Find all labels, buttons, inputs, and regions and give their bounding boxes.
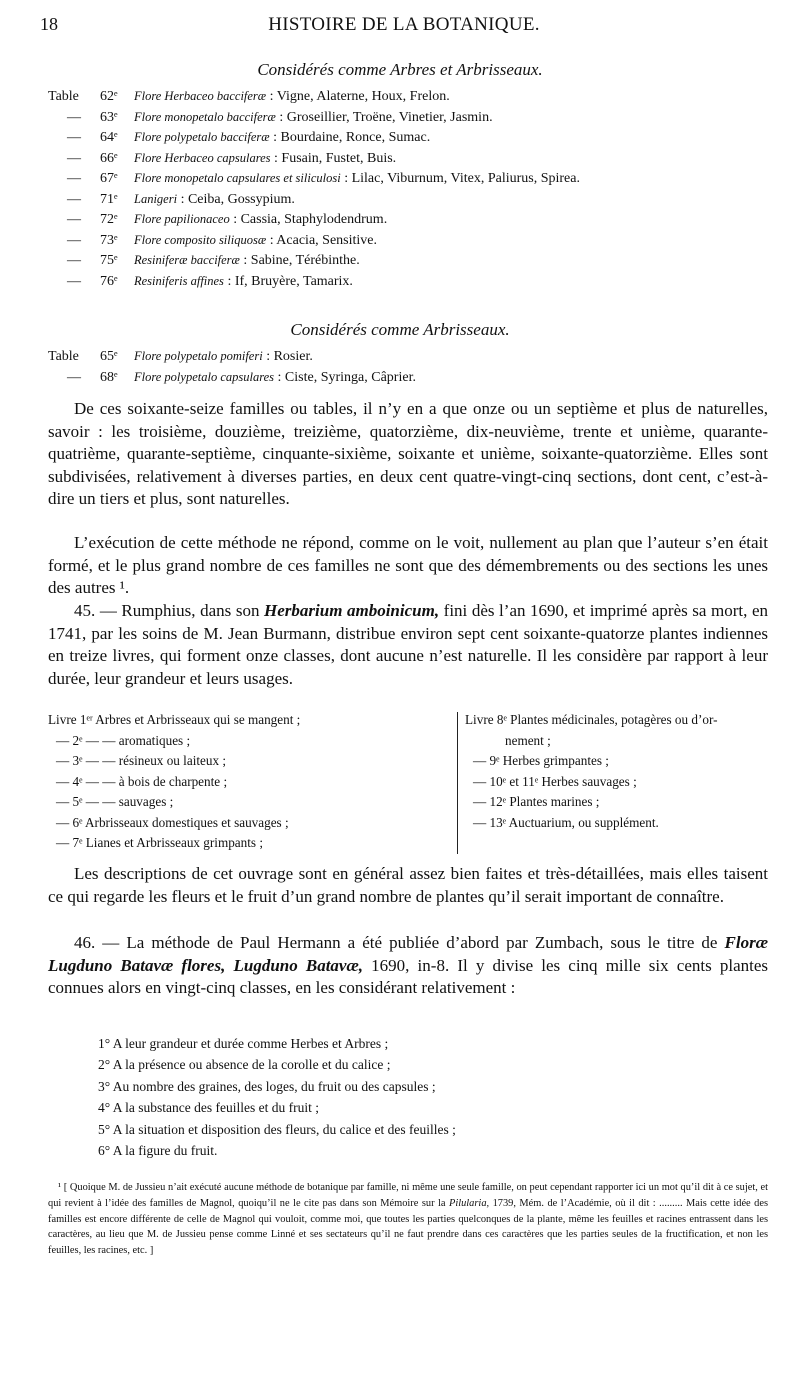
entry-number: 68ᵉ [100,369,118,385]
table-entry [48,107,788,128]
entry-desc: : Sabine, Térébinthe. [239,253,360,268]
table-entry [48,367,788,388]
books-right-column [465,710,765,833]
entry-key: Flore papilionaceo [134,212,230,226]
rumphius-work-title: Herbarium amboinicum, [264,601,440,620]
paragraph-execution: L’exécution de cette méthode ne répond, comme on le voit, nullement au plan que l’auteur s’en était formé, et le plus grand nombre de ces familles ne sont que des démembrements ou des sections les unes des autres ¹. [48,533,768,598]
criterion-item: 3° Au nombre des graines, des loges, du fruit ou des capsules ; [98,1078,436,1094]
entry-number: 63ᵉ [100,109,118,125]
entry-key: Resiniferæ bacciferæ [134,253,240,267]
entry-desc: : Cassia, Staphylodendrum. [229,212,388,227]
running-header [40,14,768,38]
entry-desc: : Lilac, Viburnum, Vitex, Paliurus, Spirea. [340,171,580,186]
entry-lead: — [67,171,81,186]
entry-key: Flore polypetalo bacciferæ [134,130,270,144]
table-entry [48,189,788,210]
hermann-text-c: 1690, in-8. Il y divise les cinq mille six cents plantes connues alors en vingt-cinq classes, en les considérant relativement : [48,955,768,998]
section-subtitle-trees: Considérés comme Arbres et Arbrisseaux. [257,60,543,79]
book-line: — 5ᵉ — — sauvages ; [56,794,174,809]
book-line: — 13ᵉ Auctuarium, ou supplément. [473,814,659,830]
entry-key: Flore Herbaceo capsulares [134,150,271,165]
table-entry [48,127,788,148]
trees-table-list [48,86,788,291]
book-line: — 9ᵉ Herbes grimpantes ; [473,753,609,768]
paragraph-hermann [48,932,768,1000]
entry-lead: — [67,191,81,207]
table-entry [48,148,788,169]
footnote-text-c: 1739, Mém. de l’Académie, où il dit : ......... Mais cette idée des familles est encore différente de celle de Magnol qui vouloit, comme moi, que toutes les parties quelconques de la plante, même les feuilles et racines entrassent dans les caractères, au lieu que M. de Jussieu pense comme Linné et ses sectateurs qu’il ne faut prendre dans ces caractères que les parties seules de la fructification, et non les feuilles, les racines, etc. ] [48,1197,768,1257]
criterion-item: 1° A leur grandeur et durée comme Herbes et Arbres ; [98,1036,389,1051]
book-line: Livre 8ᵉ Plantes médicinales, potagères ou d’or- [465,712,718,727]
entry-key: Resiniferis affines [134,273,224,288]
entry-number: 66ᵉ [100,150,118,166]
entry-lead: Table [48,349,79,364]
book-line: — 10ᵉ et 11ᵉ Herbes sauvages ; [473,773,637,789]
book-line: — 12ᵉ Plantes marines ; [473,794,600,809]
entry-desc: : Acacia, Sensitive. [266,232,377,248]
rumphius-books [48,710,768,854]
column-divider [457,712,458,854]
entry-lead: — [67,232,81,248]
entry-lead: — [67,369,81,385]
entry-number: 76ᵉ [100,273,118,289]
shrubs-table-list [48,346,788,387]
footnote-text-a: ¹ [ Quoique M. de Jussieu n’ait exécuté aucune méthode de botanique par famille, ni même une seule famille, on peut cependant rapporter ici un mot qu’il dit à ce sujet, et qui revient à l’idée des familles de Magnol, quoiqu’il ne le cite pas dans son Mémoire sur la [48,1182,768,1209]
entry-number: 67ᵉ [100,171,118,186]
entry-desc: : Groseillier, Troëne, Vinetier, Jasmin. [275,109,493,125]
paragraph-descriptions: Les descriptions de cet ouvrage sont en général assez bien faites et très-détaillées, mais elles taisent ce qui regarde les fleurs et le fruit d’un grand nombre de plantes qu’il serait important de connaître. [48,864,768,906]
entry-key: Flore monopetalo capsulares et siliculosi [134,171,341,185]
entry-lead: — [67,253,81,268]
entry-key: Flore composito siliquosæ [134,232,267,247]
entry-lead: — [67,109,81,125]
entry-number: 72ᵉ [100,212,118,227]
entry-number: 65ᵉ [100,349,118,364]
footnote-work-title: Pilularia, [448,1197,490,1209]
paragraph-rumphius [48,600,768,690]
entry-key: Lanigeri [134,191,178,206]
entry-number: 64ᵉ [100,130,118,145]
paragraph-families: De ces soixante-seize familles ou tables, il n’y en a que onze ou un septième et plus de naturelles, savoir : les troisième, douzième, treizième, quatorzième, dix-neuvième, trente et unième, quarante-quatrième, quarante-septième, cinquante-sixième, soixante et unième, soixante-quatorzième. Elles sont subdivisées, relativement à diverses parties, en deux cent quatre-vingt-cinq sections, dont cent, c’est-à-dire un tiers et plus, sont naturelles. [48,399,768,509]
entry-desc: : If, Bruyère, Tamarix. [223,273,353,289]
book-line: — 3ᵉ — — résineux ou laiteux ; [56,753,227,768]
section-subtitle-shrubs: Considérés comme Arbrisseaux. [290,320,510,339]
entry-lead: — [67,150,81,166]
criterion-item: 4° A la substance des feuilles et du fruit ; [98,1100,319,1116]
running-title: HISTOIRE DE LA BOTANIQUE. [268,14,540,35]
criterion-item: 5° A la situation et disposition des fleurs, du calice et des feuilles ; [98,1121,456,1137]
hermann-text-a: 46. — La méthode de Paul Hermann a été publiée d’abord par Zumbach, sous le titre de [74,933,725,952]
entry-key: Flore Herbaceo bacciferæ [134,89,267,103]
criterion-item: 6° A la figure du fruit. [98,1142,218,1158]
book-line: — 2ᵉ — — aromatiques ; [56,732,191,748]
rumphius-text-a: 45. — Rumphius, dans son [74,601,265,620]
entry-lead: Table [48,89,79,104]
books-left-column [48,710,456,854]
entry-key: Flore polypetalo capsulares [134,369,275,384]
table-entry [48,168,788,189]
entry-number: 71ᵉ [100,191,118,207]
entry-key: Flore polypetalo pomiferi [134,349,263,363]
book-line: — 6ᵉ Arbrisseaux domestiques et sauvages ; [56,814,289,830]
footnote [48,1180,768,1259]
table-entry [48,209,788,230]
hermann-work-title: Floræ Lugduno Batavæ flores, Lugduno Batavæ, [48,933,768,975]
entry-lead: — [67,212,81,227]
rumphius-text-c: fini dès l’an 1690, et imprimé après sa mort, en 1741, par les soins de M. Jean Burmann, distribue environ sept cent soixante-quatorze plantes indiennes en treize livres, qui forment onze classes, dont aucune n’est naturelle. Il les considère par rapport à leur durée, leur grandeur et leurs usages. [48,601,769,688]
entry-desc: : Bourdaine, Ronce, Sumac. [269,130,431,145]
entry-lead: — [67,130,81,145]
book-line: — 4ᵉ — — à bois de charpente ; [56,773,228,789]
criterion-item: 2° A la présence ou absence de la corolle et du calice ; [98,1057,391,1073]
entry-desc: : Rosier. [262,349,313,364]
entry-desc: : Vigne, Alaterne, Houx, Frelon. [266,89,450,104]
book-line: Livre 1ᵉʳ Arbres et Arbrisseaux qui se mangent ; [48,712,301,727]
table-entry [48,346,788,367]
book-line: — 7ᵉ Lianes et Arbrisseaux grimpants ; [56,835,264,850]
table-entry [48,230,788,251]
table-entry [48,250,788,271]
table-entry [48,86,788,107]
book-line: nement ; [505,732,551,748]
entry-number: 62ᵉ [100,89,118,104]
entry-desc: : Ceiba, Gossypium. [177,191,295,207]
table-entry [48,271,788,292]
entry-lead: — [67,273,81,289]
entry-number: 73ᵉ [100,232,118,248]
entry-desc: : Ciste, Syringa, Câprier. [274,369,416,385]
criteria-list [98,1033,738,1161]
entry-desc: : Fusain, Fustet, Buis. [270,150,397,166]
entry-number: 75ᵉ [100,253,118,268]
entry-key: Flore monopetalo bacciferæ [134,109,276,124]
page-number: 18 [40,14,58,34]
